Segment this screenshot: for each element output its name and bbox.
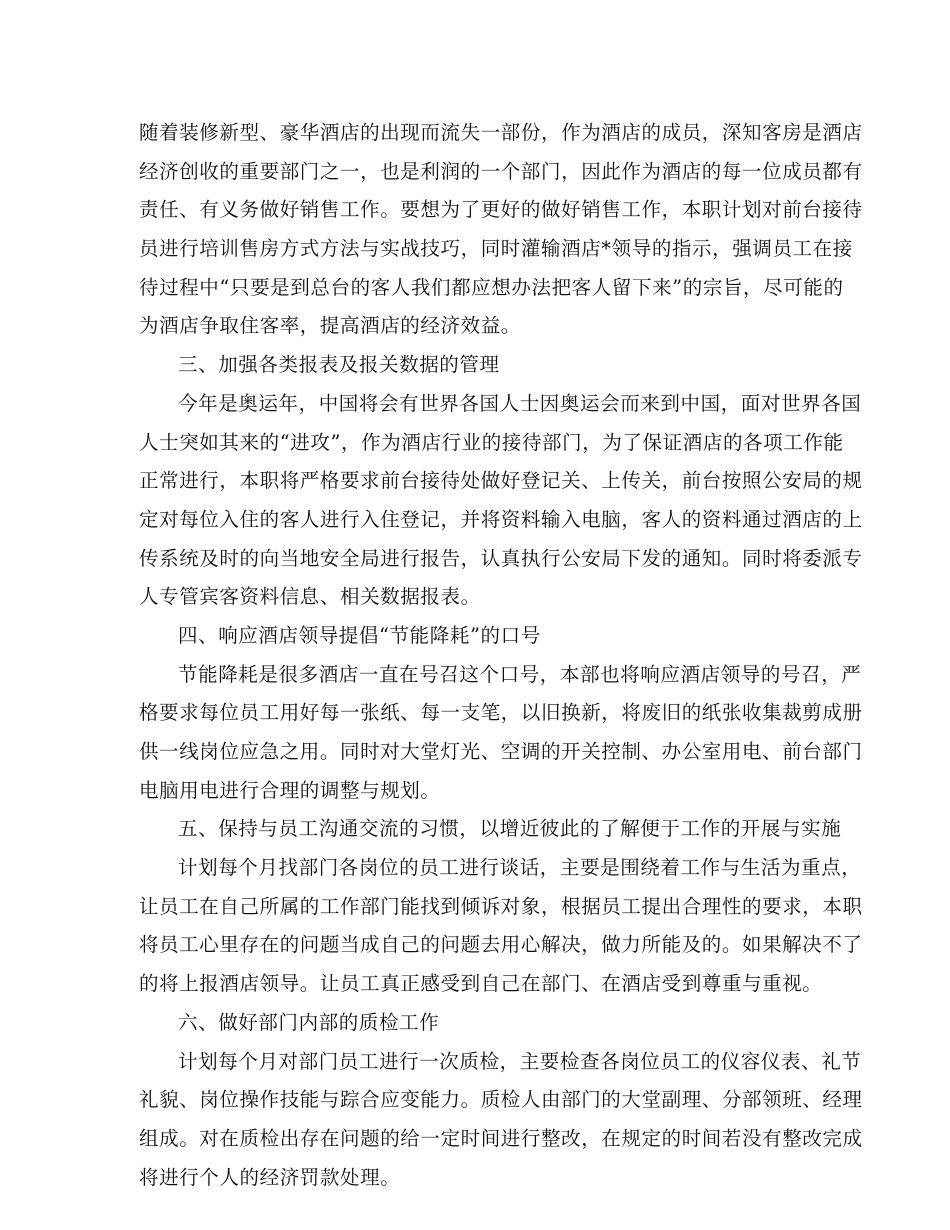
document-body [139,114,863,1197]
text-line: 待过程中“只要是到总台的客人我们都应想办法把客人留下来”的宗旨，尽可能的 [139,275,844,299]
text-line: 将进行个人的经济罚款处理。 [139,1165,401,1189]
body-paragraph [139,656,863,811]
text-line: 计划每个月对部门员工进行一次质检，主要检查各岗位员工的仪容仪表、礼节 [178,1049,862,1073]
text-line: 组成。对在质检出存在问题的给一定时间进行整改，在规定的时间若没有整改完成 [139,1126,863,1150]
text-line: 的将上报酒店领导。让员工真正感受到自己在部门、在酒店受到尊重与重视。 [139,972,823,996]
text-line: 节能降耗是很多酒店一直在号召这个口号，本部也将响应酒店领导的号召，严 [178,662,862,686]
text-line: 定对每位入住的客人进行入住登记，并将资料输入电脑，客人的资料通过酒店的上 [139,507,863,531]
body-paragraph [139,849,863,1004]
text-line: 责任、有义务做好销售工作。要想为了更好的做好销售工作，本职计划对前台接待 [139,198,863,222]
text-line: 经济创收的重要部门之一，也是利润的一个部门，因此作为酒店的每一位成员都有 [139,159,863,183]
text-line: 计划每个月找部门各岗位的员工进行谈话，主要是围绕着工作与生活为重点， [178,856,862,880]
text-line: 员进行培训售房方式方法与实战技巧，同时灌输酒店*领导的指示，强调员工在接 [139,237,853,261]
section-heading: 六、做好部门内部的质检工作 [178,1010,440,1034]
text-line: 人专管宾客资料信息、相关数据报表。 [139,585,481,609]
text-line: 随着装修新型、豪华酒店的出现而流失一部份，作为酒店的成员，深知客房是酒店 [139,121,863,144]
text-line: 格要求每位员工用好每一张纸、每一支笔，以旧换新，将废旧的纸张收集裁剪成册 [139,701,863,725]
text-line: 今年是奥运年，中国将会有世界各国人士因奥运会而来到中国，面对世界各国 [178,391,862,415]
text-line: 人士突如其来的“进攻”，作为酒店行业的接待部门，为了保证酒店的各项工作能 [139,430,844,454]
text-line: 为酒店争取住客率，提高酒店的经济效益。 [139,314,521,338]
body-paragraph [139,114,863,346]
text-line: 礼貌、岗位操作技能与踪合应变能力。质检人由部门的大堂副理、分部领班、经理 [139,1088,863,1112]
text-line: 传系统及时的向当地安全局进行报告，认真执行公安局下发的通知。同时将委派专 [139,546,863,570]
section-heading: 五、保持与员工沟通交流的习惯，以增近彼此的了解便于工作的开展与实施 [178,817,842,841]
body-paragraph [139,1043,863,1198]
text-line: 供一线岗位应急之用。同时对大堂灯光、空调的开关控制、办公室用电、前台部门 [139,740,863,763]
text-line: 将员工心里存在的问题当成自己的问题去用心解决，做力所能及的。如果解决不了 [139,933,863,957]
text-line: 正常进行，本职将严格要求前台接待处做好登记关、上传关，前台按照公安局的规 [139,469,863,493]
text-line: 电脑用电进行合理的调整与规划。 [139,778,441,802]
section-heading: 三、加强各类报表及报关数据的管理 [178,353,500,377]
text-line: 让员工在自己所属的工作部门能找到倾诉对象，根据员工提出合理性的要求，本职 [139,894,863,918]
section-heading: 四、响应酒店领导提倡“节能降耗”的口号 [178,623,541,647]
body-paragraph [139,385,863,617]
